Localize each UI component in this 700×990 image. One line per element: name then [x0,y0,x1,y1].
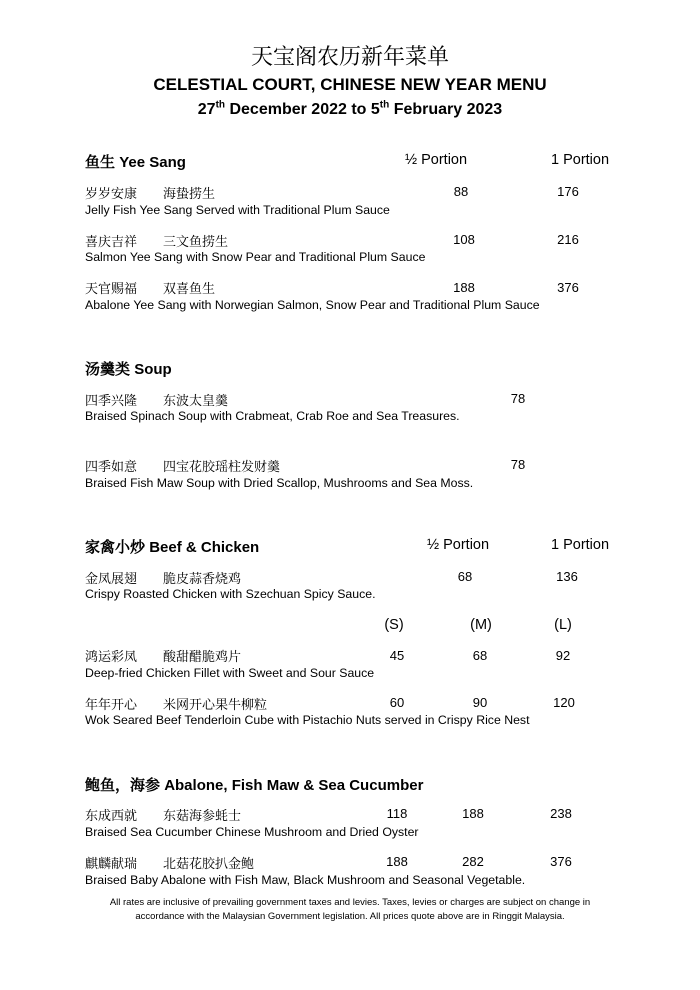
size-header-large: (L) [554,617,572,633]
price-half-portion: 188 [453,280,475,295]
price-large: 120 [553,695,575,710]
price-medium: 282 [462,854,484,869]
price-small: 118 [386,806,408,821]
item-chinese-name: 喜庆吉祥 三文鱼捞生 [85,235,229,250]
price-small: 60 [389,695,405,710]
item-english-description: Abalone Yee Sang with Norwegian Salmon, Snow Pear and Traditional Plum Sauce [85,298,540,312]
item-chinese-name: 麒麟献瑞 北菇花胶扒金鲍 [85,857,255,872]
price-large: 376 [550,854,572,869]
item-english-description: Braised Fish Maw Soup with Dried Scallop, Mushrooms and Sea Moss. [85,476,474,490]
column-header-one-portion: 1 Portion [551,152,610,168]
item-english-description: Jelly Fish Yee Sang Served with Traditional Plum Sauce [85,203,390,217]
item-chinese-name: 鸿运彩凤 酸甜醋脆鸡片 [85,650,242,665]
price-half-portion: 68 [457,569,473,584]
item-chinese-name: 岁岁安康 海蛰捞生 [85,187,216,202]
item-english-description: Braised Sea Cucumber Chinese Mushroom and Dried Oyster [85,825,419,839]
item-english-description: Braised Baby Abalone with Fish Maw, Black Mushroom and Seasonal Vegetable. [85,873,526,887]
item-english-description: Crispy Roasted Chicken with Szechuan Spicy Sauce. [85,587,376,601]
price-small: 45 [389,648,405,663]
item-chinese-name: 年年开心 米网开心果牛柳粒 [85,698,268,713]
price-one-portion: 136 [556,569,578,584]
item-chinese-name: 四季兴隆 东波太皇羹 [85,394,229,409]
price-medium: 90 [472,695,488,710]
footer-tax-note [0,896,700,924]
item-chinese-name: 四季如意 四宝花胶瑶柱发财羹 [85,460,281,475]
price: 78 [510,391,526,406]
menu-title-english: CELESTIAL COURT, CHINESE NEW YEAR MENU [153,75,547,94]
section-heading-abalone: 鲍鱼，海参 Abalone, Fish Maw & Sea Cucumber [85,776,424,794]
price: 78 [510,457,526,472]
item-english-description: Deep-fried Chicken Fillet with Sweet and Sour Sauce [85,666,375,680]
price-large: 92 [555,648,571,663]
column-header-half-portion: ½ Portion [405,152,468,168]
price-small: 188 [386,854,408,869]
section-heading-yee-sang: 鱼生 Yee Sang [85,153,186,171]
price-medium: 68 [472,648,488,663]
price-one-portion: 176 [557,184,579,199]
item-english-description: Wok Seared Beef Tenderloin Cube with Pistachio Nuts served in Crispy Rice Nest [85,713,530,727]
price-half-portion: 108 [453,232,475,247]
section-heading-soup: 汤羹类 Soup [85,360,172,378]
price-one-portion: 216 [557,232,579,247]
column-header-one-portion: 1 Portion [551,537,610,553]
size-header-medium: (M) [470,617,492,633]
price-large: 238 [550,806,572,821]
item-chinese-name: 金凤展翅 脆皮蒜香烧鸡 [85,572,242,587]
item-chinese-name: 东成西就 东菇海参蚝士 [85,809,242,824]
column-header-half-portion: ½ Portion [427,537,490,553]
item-english-description: Salmon Yee Sang with Snow Pear and Traditional Plum Sauce [85,250,426,264]
price-one-portion: 376 [557,280,579,295]
size-header-small: (S) [384,617,404,633]
price-medium: 188 [462,806,484,821]
section-heading-beef-chicken: 家禽小炒 Beef & Chicken [85,538,260,556]
price-half-portion: 88 [453,184,469,199]
menu-date-range: 27th December 2022 to 5th February 2023 [197,99,503,118]
item-chinese-name: 天官赐福 双喜鱼生 [85,282,216,297]
menu-title-chinese: 天宝阁农历新年菜单 [250,45,449,70]
item-english-description: Braised Spinach Soup with Crabmeat, Crab Roe and Sea Treasures. [85,409,460,423]
footer-tax-note-text: All rates are inclusive of prevailing government taxes and levies. Taxes, levies or charges are subject on change in accordance with the Malaysian Government legislation. All prices quote above are in Ringgit Malaysia. [109,897,591,922]
